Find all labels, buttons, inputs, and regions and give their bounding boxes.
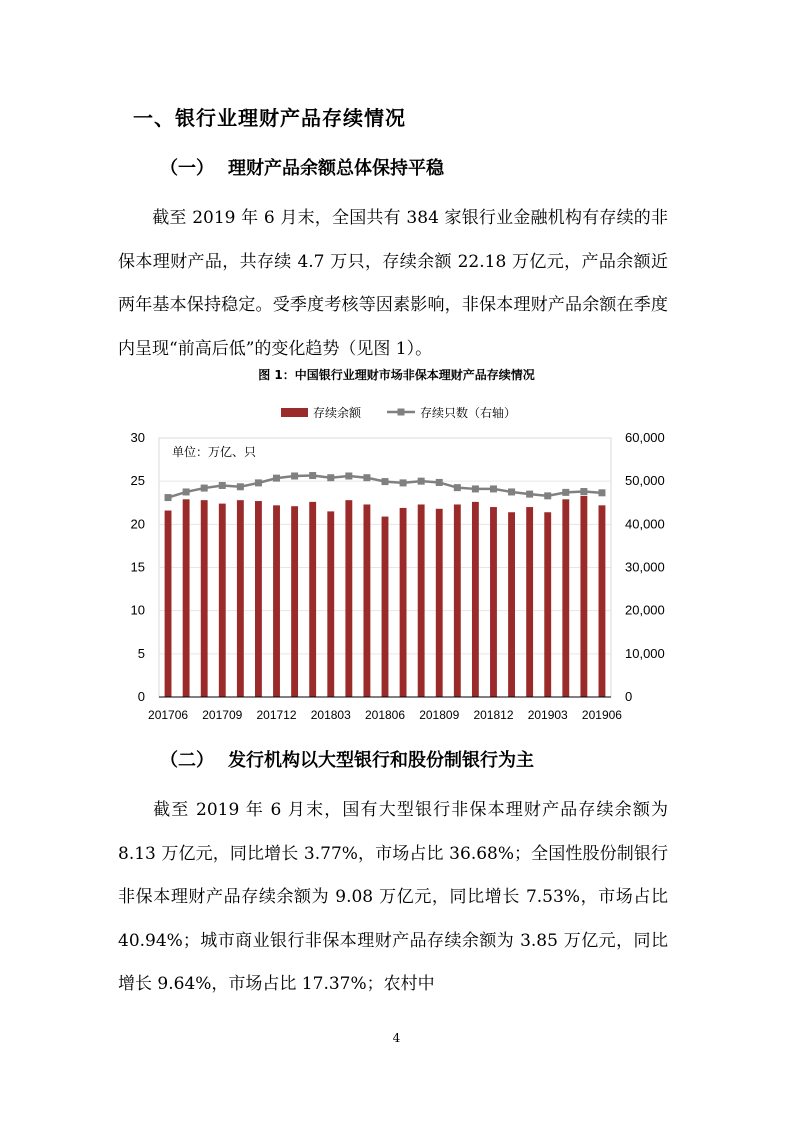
bar: [327, 511, 334, 697]
count-marker: [436, 479, 443, 486]
count-marker: [345, 472, 352, 479]
bar: [562, 499, 569, 697]
x-axis-tick-label: 201712: [256, 708, 297, 722]
count-marker: [400, 479, 407, 486]
right-axis-tick-label: 60,000: [625, 430, 665, 445]
left-axis-tick-label: 20: [130, 516, 145, 532]
page-number: 4: [392, 1031, 401, 1045]
bar: [291, 506, 298, 697]
bar: [436, 509, 443, 697]
count-marker: [363, 474, 370, 481]
bar: [472, 502, 479, 697]
bar: [454, 504, 461, 697]
left-axis-tick-label: 30: [130, 430, 145, 445]
bar: [490, 507, 497, 697]
count-marker: [382, 478, 389, 485]
count-marker: [201, 485, 208, 492]
count-marker: [219, 482, 226, 489]
bar: [526, 507, 533, 697]
count-marker: [580, 488, 587, 495]
count-marker: [526, 491, 533, 498]
count-marker: [454, 484, 461, 491]
figure-caption: 图 1：中国银行业理财市场非保本理财产品存续情况: [258, 368, 535, 382]
x-axis-tick-label: 201803: [310, 708, 351, 722]
left-axis-tick-label: 10: [130, 602, 145, 618]
bar: [237, 500, 244, 697]
deposit-chart: [0, 390, 793, 730]
x-axis-tick-label: 201806: [364, 708, 406, 722]
unit-note: 单位：万亿、只: [172, 445, 257, 459]
right-axis-tick-label: 10,000: [625, 645, 665, 661]
count-marker: [291, 472, 298, 479]
count-marker: [598, 489, 605, 496]
right-axis-tick-label: 50,000: [625, 473, 665, 489]
bar: [508, 512, 515, 697]
count-marker: [508, 488, 515, 495]
paragraph-1-text: 截至 2019 年 6 月末，全国共有 384 家银行业金融机构有存续的非保本理财产品，共存续 4.7 万只，存续余额 22.18 万亿元，产品余额近两年基本保持稳定。受季度考核等因素影响，非保本理财产品余额在季度内呈现“前高后低”的变化趋势（见图 1）。: [118, 208, 668, 359]
right-axis-tick-label: 30,000: [625, 559, 665, 575]
subsection-2-number: （二）: [160, 750, 214, 771]
bar: [219, 504, 226, 697]
count-marker: [165, 494, 172, 501]
bar: [382, 517, 389, 697]
subsection-1-heading: [160, 154, 444, 180]
bar: [255, 501, 262, 697]
section-title: 一、银行业理财产品存续情况: [133, 106, 406, 130]
bar: [345, 500, 352, 697]
left-axis-tick-label: 5: [137, 645, 145, 661]
count-marker: [237, 483, 244, 490]
left-axis-tick-label: 25: [130, 473, 145, 489]
subsection-1-number: （一）: [160, 158, 214, 179]
bar: [544, 512, 551, 697]
legend-line-label: 存续只数（右轴）: [420, 406, 517, 420]
bar: [165, 511, 172, 697]
bar: [309, 502, 316, 697]
bar: [183, 499, 190, 697]
subsection-2-heading: [160, 746, 534, 772]
paragraph-2: [118, 789, 668, 1007]
subsection-2-title: 发行机构以大型银行和股份制银行为主: [228, 750, 534, 771]
count-marker: [309, 472, 316, 479]
x-axis-tick-label: 201903: [527, 708, 568, 722]
x-axis-tick-label: 201809: [419, 708, 460, 722]
legend-bar-swatch: [281, 408, 308, 417]
count-marker: [562, 489, 569, 496]
count-marker: [273, 475, 280, 482]
right-axis-tick-label: 20,000: [625, 602, 665, 618]
right-axis-tick-label: 40,000: [625, 516, 665, 532]
count-marker: [472, 485, 479, 492]
paragraph-1: [118, 197, 668, 371]
bar: [599, 505, 606, 697]
subsection-1-title: 理财产品余额总体保持平稳: [228, 158, 444, 179]
count-marker: [418, 478, 425, 485]
left-axis-tick-label: 0: [137, 689, 145, 704]
legend-bar-label: 存续余额: [313, 406, 362, 420]
bar: [363, 504, 370, 697]
bar: [580, 496, 587, 697]
count-marker: [327, 474, 334, 481]
x-axis-tick-label: 201812: [473, 708, 514, 722]
x-axis-tick-label: 201706: [148, 708, 189, 722]
bar: [418, 504, 425, 697]
bar: [201, 500, 208, 697]
bar: [273, 505, 280, 697]
paragraph-2-text: 截至 2019 年 6 月末，国有大型银行非保本理财产品存续余额为 8.13 万亿元，同比增长 3.77%，市场占比 36.68%；全国性股份制银行非保本理财产品存续余额为 9.08 万亿元，同比增长 7.53%，市场占比 40.94%；城市商业银行非保本理财产品存续余额为 3.85 万亿元，同比增长 9.64%，市场占比 17.37%；农村中: [118, 800, 668, 994]
count-marker: [490, 485, 497, 492]
bar: [400, 508, 407, 697]
x-axis-tick-label: 201906: [581, 708, 622, 722]
count-marker: [255, 479, 262, 486]
right-axis-tick-label: 0: [625, 689, 633, 704]
x-axis-tick-label: 201709: [202, 708, 243, 722]
count-marker: [183, 488, 190, 495]
legend-line-marker: [398, 409, 405, 416]
count-marker: [544, 492, 551, 499]
left-axis-tick-label: 15: [130, 559, 145, 575]
